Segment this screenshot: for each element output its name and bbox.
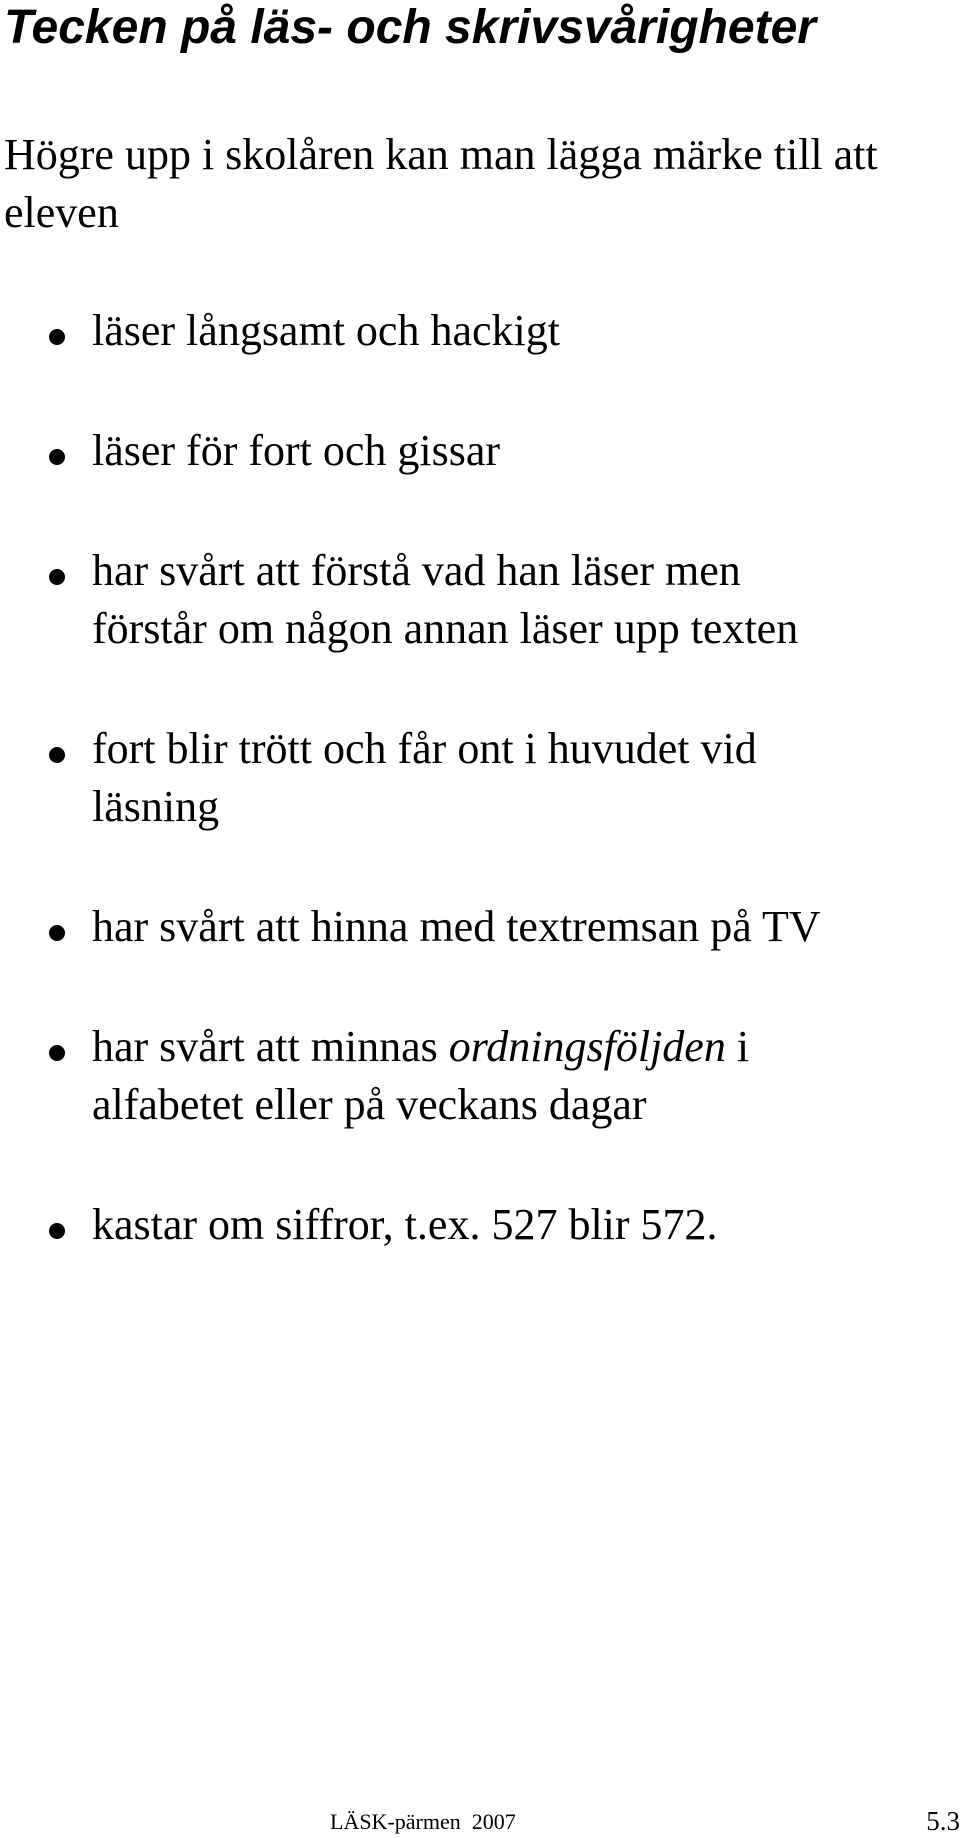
list-item-text: läser för fort och gissar [92, 426, 501, 475]
page-footer [0, 1806, 960, 1838]
list-item-line: fort blir trött och får ont i huvudet vid [92, 724, 757, 773]
list-item-text [92, 542, 952, 658]
list-item-text: har svårt att hinna med textremsan på TV [92, 902, 821, 951]
page-number: 5.3 [926, 1806, 960, 1836]
bullet-icon [49, 1223, 65, 1239]
list-item-line: har svårt att förstå vad han läser men [92, 546, 741, 595]
list-item-text-part: har svårt att minnas [92, 1022, 449, 1071]
list-item-text: kastar om siffror, t.ex. 527 blir 572. [92, 1200, 718, 1249]
bullet-icon [49, 569, 65, 585]
bullet-icon [49, 449, 65, 465]
list-item-text [92, 720, 952, 836]
page-title: Tecken på läs- och skrivsvårigheter [4, 1, 816, 54]
footer-source: LÄSK-pärmen 2007 [330, 1809, 516, 1834]
bullet-icon [49, 329, 65, 345]
intro-paragraph: Högre upp i skolåren kan man lägga märke till att eleven [4, 130, 878, 237]
list-item-line: läsning [92, 782, 220, 831]
list-item-text: läser långsamt och hackigt [92, 306, 560, 355]
bullet-icon [49, 925, 65, 941]
list-item-text [92, 1018, 952, 1134]
list-item-text-part: i [725, 1022, 750, 1071]
list-item-line: alfabetet eller på veckans dagar [92, 1080, 647, 1129]
bullet-icon [49, 1045, 65, 1061]
list-item-line: förstår om någon annan läser upp texten [92, 604, 799, 653]
bullet-icon [49, 747, 65, 763]
emphasized-word: ordningsföljden [448, 1022, 726, 1071]
